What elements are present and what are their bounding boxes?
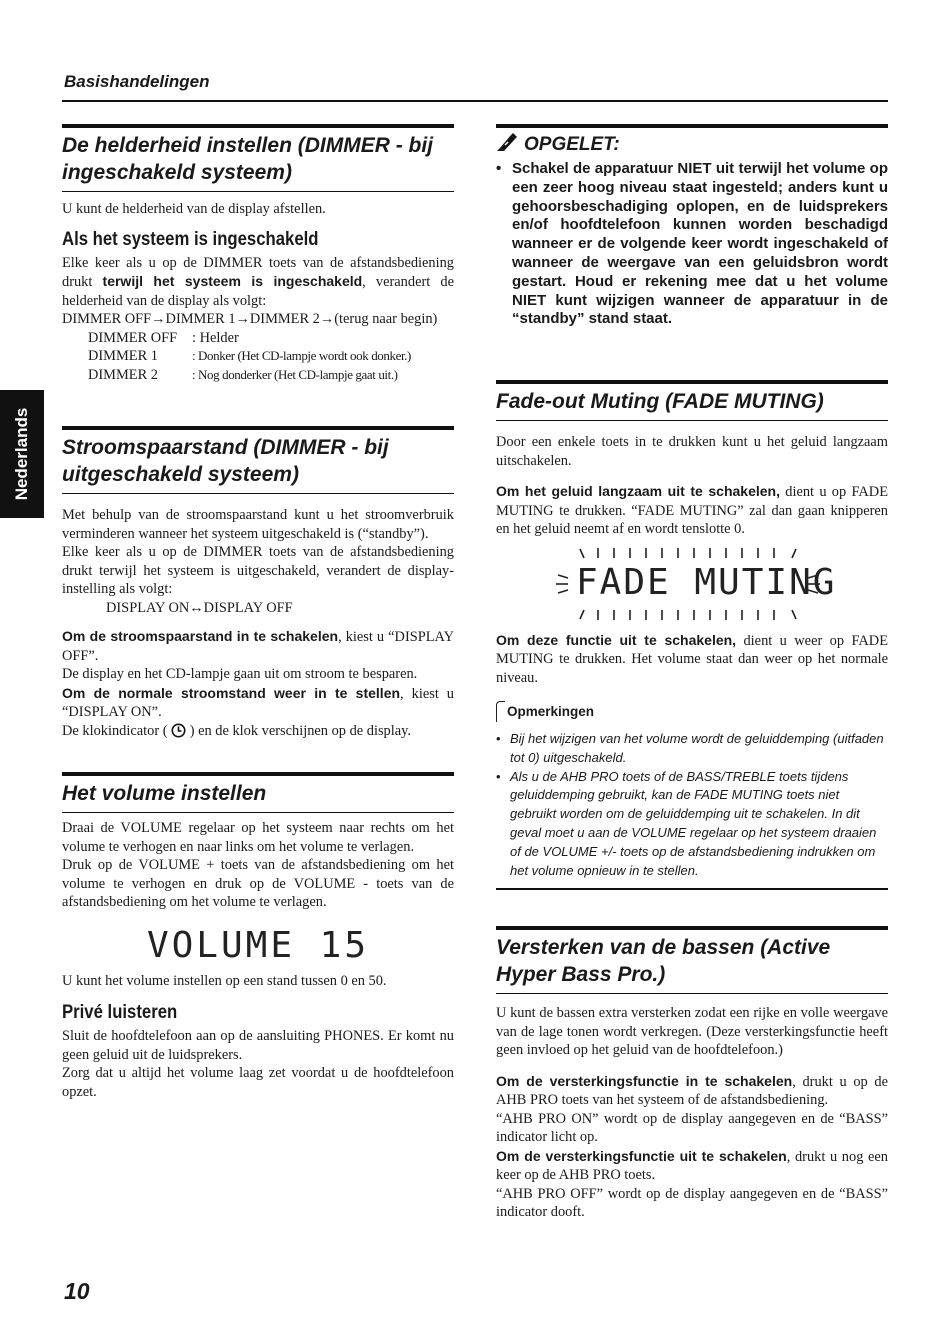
power-on-text: , kiest u “DISPLAY OFF”. (62, 629, 454, 664)
dimmer-row (62, 366, 454, 385)
caution-title: OPGELET: (524, 134, 620, 155)
section-caution (496, 124, 888, 329)
caution-text: • Schakel de apparatuur NIET uit terwijl het volume op een zeer hoog niveau staat ingesteld; anders kunt u gehoorsbeschadiging oplopen, en de luidsprekers en/of hoofdtelefoon kunnen worden beschadigd wanneer er de volgende keer wordt ingeschakeld of wanneer de weergave van een geluidsbron wordt gestart. Houd er rekening mee dat u het volume NIET kunt wijzigen wanneer de apparatuur in de “standby” stand staat. (496, 160, 888, 329)
section-volume (62, 772, 454, 1101)
notes-heading (496, 701, 888, 722)
bass-off-text: , drukt u nog een keer op de AHB PRO toets. (496, 1148, 888, 1183)
bass-on-bold: Om de versterkingsfunctie in te schakelen (496, 1072, 793, 1089)
dimmer-row-key: DIMMER OFF (88, 329, 178, 346)
power-off-bold: Om de normale stroomstand weer in te stellen (62, 684, 401, 701)
fade-off-paragraph (496, 631, 888, 688)
bass-on-paragraph (496, 1072, 888, 1110)
notes-book-icon (496, 701, 505, 722)
dimmer-row-value: : Nog donderker (Het CD-lampje gaat uit.) (192, 366, 398, 382)
language-tab-label: Nederlands (12, 407, 31, 501)
note-item: • Als u de AHB PRO toets of de BASS/TREBLE toets tijdens geluiddemping gebruikt, kan de FADE MUTING toets niet gebruikt worden om de geluiddemping uit te schakelen. In dit geval moet u aan de VOLUME regelaar op het systeem draaien of de VOLUME +/- toets op de afstandsbediening indrukken om het volume opnieuw in te stellen. (496, 768, 888, 881)
volume-p2: Druk op de VOLUME + toets van de afstandsbediening om het volume te verhogen en druk op de VOLUME - toets van de afstandsbediening om het volume te verlagen. (62, 857, 454, 910)
power-p1: Met behulp van de stroomspaarstand kunt u het stroomverbruik verminderen wanneer het systeem uitgeschakeld is (“standby”). (62, 507, 454, 542)
prive-p1: Sluit de hoofdtelefoon aan op de aansluiting PHONES. Er komt nu geen geluid uit de luidsprekers. (62, 1028, 454, 1063)
dimmer-title: De helderheid instellen (DIMMER - bij ingeschakeld systeem) (62, 124, 454, 192)
bass-off-paragraph (496, 1147, 888, 1185)
bass-on-text: , drukt u op de AHB PRO toets van het systeem of de afstandsbediening. (496, 1073, 888, 1108)
power-on-paragraph (62, 627, 454, 665)
page-number: 10 (64, 1278, 90, 1304)
power-clock-b: ) en de klok verschijnen op de display. (189, 722, 411, 739)
power-on-bold: Om de stroomspaarstand in te schakelen (62, 628, 339, 644)
bass-off-note: “AHB PRO OFF” wordt op de display aangegeven en de “BASS” indicator dooft. (496, 1185, 888, 1220)
dimmer-sequence: DIMMER OFF→DIMMER 1→DIMMER 2→(terug naar begin) (62, 311, 438, 327)
power-p2: Elke keer als u op de DIMMER toets van de afstandsbediening drukt terwijl het systeem is uitgeschakeld, verandert de display-instelling als volgt: (62, 544, 454, 597)
section-fade-muting (496, 380, 888, 890)
section-power-save (62, 426, 454, 743)
fade-on-paragraph (496, 482, 888, 539)
bass-off-bold: Om de versterkingsfunctie uit te schakelen (496, 1147, 787, 1164)
language-tab (0, 390, 44, 518)
volume-range: U kunt het volume instellen op een stand tussen 0 en 50. (62, 972, 387, 989)
prive-p2: Zorg dat u altijd het volume laag zet voordat u de hoofdtelefoon opzet. (62, 1065, 454, 1100)
section-bass (496, 926, 888, 1222)
bass-title: Versterken van de bassen (Active Hyper Bass Pro.) (496, 926, 888, 994)
volume-title: Het volume instellen (62, 772, 454, 813)
dimmer-row-value: : Helder (192, 329, 239, 346)
dimmer-intro: U kunt de helderheid van de display afstellen. (62, 201, 326, 217)
dimmer-subtitle: Als het systeem is ingeschakeld (62, 228, 319, 250)
dimmer-row (62, 329, 454, 348)
power-off-paragraph (62, 684, 454, 722)
fade-title: Fade-out Muting (FADE MUTING) (496, 380, 888, 421)
pencil-icon (496, 132, 518, 158)
fade-on-text: dient u op FADE MUTING te drukken. “FADE MUTING” zal dan gaan knipperen en het geluid neemt af en wordt tenslotte 0. (496, 484, 888, 537)
fade-intro: Door een enkele toets in te drukken kunt u het geluid langzaam uitschakelen. (496, 434, 888, 469)
clock-icon (171, 723, 186, 744)
caution-rule (496, 124, 888, 128)
notes-title: Opmerkingen (507, 704, 595, 719)
fade-off-text: dient u weer op FADE MUTING te drukken. Het volume staat dan weer op het normale niveau. (496, 632, 888, 686)
bass-intro: U kunt de bassen extra versterken zodat een rijke en volle weergave van de lage tonen wordt verkregen. (Deze versterkingsfunctie heeft geen invloed op het geluid van de hoofdtelefoon.) (496, 1005, 888, 1058)
header-rule (62, 100, 888, 102)
power-title: Stroomspaarstand (DIMMER - bij uitgeschakeld systeem) (62, 426, 454, 494)
bass-on-note: “AHB PRO ON” wordt op de display aangegeven en de “BASS” indicator licht op. (496, 1110, 888, 1145)
volume-lcd: VOLUME 15 (146, 924, 370, 966)
power-clock-a: De klokindicator ( (62, 722, 168, 739)
prive-title: Privé luisteren (62, 1002, 178, 1023)
fade-lcd-display (496, 545, 888, 623)
fade-on-bold: Om het geluid langzaam uit te schakelen, (496, 483, 780, 499)
dimmer-p1a: Elke keer als u op de DIMMER toets van de afstandsbediening drukt (62, 254, 454, 290)
volume-p1: Draai de VOLUME regelaar op het systeem naar rechts om het volume te verhogen en naar links om het volume te verlagen. (62, 820, 454, 855)
power-clock-paragraph (62, 722, 454, 744)
note-item: • Bij het wijzigen van het volume wordt de geluiddemping (uitfaden tot 0) uitgeschakeld. (496, 730, 888, 768)
fade-off-bold: Om deze functie uit te schakelen, (496, 631, 737, 648)
dimmer-p1c: , verandert de helderheid van de display als volgt: (62, 274, 454, 309)
power-on-note: De display en het CD-lampje gaan uit om stroom te besparen. (62, 666, 418, 682)
power-off-text: , kiest u “DISPLAY ON”. (62, 685, 454, 720)
running-header: Basishandelingen (64, 72, 210, 91)
dimmer-row-key: DIMMER 2 (88, 366, 158, 383)
fade-lcd: FADE MUTING (576, 561, 837, 603)
caution-heading (496, 132, 888, 158)
power-sequence: DISPLAY ON↔DISPLAY OFF (106, 599, 293, 616)
notes-end-rule (496, 888, 888, 890)
dimmer-p1b: terwijl het systeem is ingeschakeld (102, 273, 363, 289)
dimmer-row-value: : Donker (Het CD-lampje wordt ook donker.) (192, 348, 411, 363)
dimmer-row (62, 347, 454, 366)
notes-list (496, 730, 888, 880)
dimmer-paragraph (62, 254, 454, 311)
dimmer-row-key: DIMMER 1 (88, 348, 158, 364)
section-dimmer (62, 124, 454, 384)
